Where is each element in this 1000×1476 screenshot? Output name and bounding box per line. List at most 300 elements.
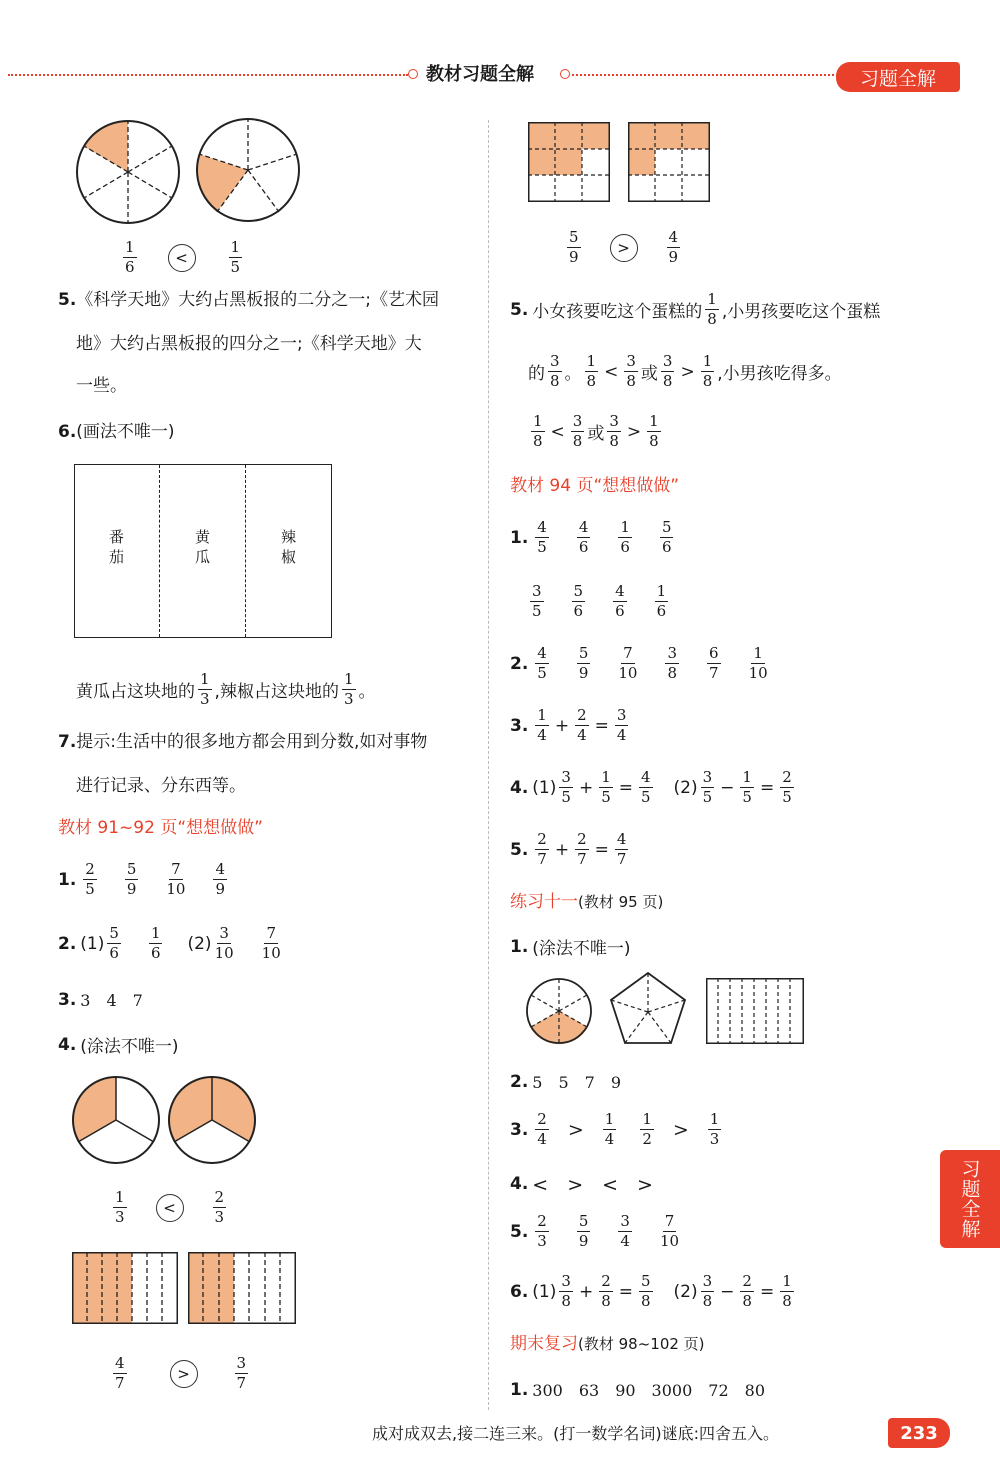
denominator: 5 [601,788,611,806]
t1-num: 1. [510,527,529,548]
denominator: 8 [667,664,678,682]
numerator: 1 [200,670,210,688]
denominator: 5 [85,880,95,898]
numerator: 3 [572,412,583,430]
numerator: 2 [601,1272,611,1290]
numerator: 1 [709,1110,720,1128]
fraction [530,584,544,619]
numerator: 1 [620,518,630,536]
t3-row: 3. $\frac{1}{4}$ + $\frac{2}{4}$ = $\frac{3}{4}$ [510,706,627,744]
fraction [531,414,545,449]
fraction [740,770,754,805]
fraction [661,354,675,389]
column-divider [488,120,489,1410]
field-label-cucumber: 黄瓜 [195,528,211,566]
fraction [575,708,589,743]
footer-riddle: 成对成双去,接二连三来。(打一数学名词)谜底:四舍五入。 [372,1424,779,1443]
denominator: 7 [616,850,627,868]
s2-p2: (2) [187,933,212,954]
denominator: 2 [642,1130,652,1148]
fraction [577,520,591,555]
section-94-heading: 教材 94 页“想想做做” [510,476,680,496]
u4-row [510,1170,653,1197]
s2-num: 2. [58,933,77,954]
denominator: 4 [616,726,627,744]
header-tab-label: 习题全解 [859,67,936,90]
r-q5-a: 小女孩要吃这个蛋糕的 [532,302,703,322]
circle-thirds-2 [168,1076,256,1164]
numerator: 5 [578,1212,589,1230]
fraction [559,770,573,805]
compare-sevenths [110,1356,251,1391]
denominator: 8 [550,372,560,390]
denominator: 7 [709,664,719,682]
denominator: 3 [214,1208,225,1226]
fraction [113,1356,127,1391]
numerator: 4 [640,768,651,786]
page-number: 233 [900,1422,938,1444]
denominator: 4 [620,1232,630,1250]
t4-p2: (2) [673,777,698,798]
denominator: 6 [150,944,161,962]
denominator: 10 [618,664,638,682]
compare-sixth-fifth [120,240,245,275]
grid-ninths-2 [628,122,710,202]
denominator: 5 [640,788,651,806]
numerator: 5 [573,582,584,600]
r-q5-c: 的 [528,364,545,384]
u1-num: 1. [510,936,529,957]
q5-line3: 一些。 [76,376,127,396]
side-tab-label: 习题全解 [958,1159,981,1239]
q5-line2: 地》大约占黑板报的四分之一;《科学天地》大 [76,334,422,354]
fraction [599,1274,613,1309]
u6-num: 6. [510,1281,529,1302]
r-q5-num: 5. [510,299,529,320]
fraction [613,584,627,619]
fraction [166,862,185,897]
numerator: 3 [702,768,713,786]
numerator: 5 [126,860,137,878]
fraction [575,832,589,867]
compare-ninths [564,230,683,265]
u6-p1: (1) [532,1281,557,1302]
q5-num: 5. [58,290,77,310]
fraction [660,520,674,555]
numerator: 3 [236,1354,247,1372]
header-dot-left [408,69,418,79]
numerator: 3 [626,352,636,370]
fraction [559,1274,573,1309]
r-q5-e: 或 [640,364,658,384]
u2-values: 5 5 7 9 [532,1073,622,1092]
numerator: 1 [753,644,763,662]
fraction [215,926,234,961]
numerator: 2 [85,860,95,878]
numerator: 3 [662,352,673,370]
fraction [708,1112,722,1147]
numerator: 2 [577,830,587,848]
u4-num: 4. [510,1173,529,1194]
numerator: 1 [656,582,667,600]
field-divider-1 [159,465,160,637]
s4-text: (涂法不唯一) [80,1037,179,1057]
numerator: 7 [266,924,276,942]
numerator: 5 [109,924,119,942]
numerator: 5 [661,518,672,536]
numerator: 2 [537,1212,547,1230]
denominator: 8 [702,372,713,390]
fraction [125,862,139,897]
t1-row2 [527,584,671,619]
denominator: 4 [537,1130,547,1148]
fraction [749,646,768,681]
denominator: 8 [742,1292,752,1310]
grid-ninths-1 [528,122,610,202]
pentagon-fifths [610,972,686,1044]
denominator: 5 [537,664,547,682]
fraction [213,1190,227,1225]
u6-p2: (2) [673,1281,698,1302]
r-q5-or: 或 [587,424,605,444]
numerator: 4 [616,830,627,848]
q6-answer-c: 。 [358,682,376,702]
compare-symbol: < [168,244,196,272]
denominator: 8 [649,432,659,450]
u3-row: 3. $\frac{2}{4}$ > $\frac{1}{4}$ $\frac{1}{2}$ > $\frac{1}{3}$ [510,1110,720,1148]
denominator: 10 [748,664,768,682]
section-91-92-heading: 教材 91~92 页“想想做做” [58,818,263,838]
bar-sevenths-1 [72,1252,178,1324]
numerator: 1 [601,768,611,786]
fraction [701,770,715,805]
numerator: 3 [620,1212,630,1230]
r-q5-f: ,小男孩吃得多。 [717,364,842,384]
t1-row1 [510,520,676,555]
t3-num: 3. [510,715,529,736]
denominator: 8 [601,1292,611,1310]
denominator: 9 [578,1232,589,1250]
fraction [665,646,679,681]
fraction [571,414,585,449]
s1-num: 1. [58,869,77,890]
u6-row: 6. (1) $\frac{3}{8}$ + $\frac{2}{8}$ = $\frac{5}{8}$ (2) $\frac{3}{8}$ − $\frac{2}{8}$ = $\frac{1}{8}$ [510,1272,792,1310]
numerator: 3 [561,1272,571,1290]
q5-text-1: 《科学天地》大约占黑板报的二分之一;《艺术园 [76,290,440,310]
fraction [585,354,599,389]
denominator: 3 [200,690,210,708]
denominator: 6 [661,538,672,556]
denominator: 8 [782,1292,792,1310]
numerator: 1 [707,290,717,308]
fraction [342,672,356,707]
q6-title [58,424,175,441]
numerator: 4 [578,518,589,536]
numerator: 1 [537,706,547,724]
fraction [83,862,97,897]
fraction [615,708,629,743]
u1-title [510,934,631,959]
denominator: 8 [561,1292,571,1310]
fraction [647,414,661,449]
numerator: 1 [742,768,752,786]
numerator: 3 [702,1272,713,1290]
r-q5-line1 [510,292,880,327]
fraction [603,1112,617,1147]
footer-page-badge [888,1418,950,1448]
bar-sevenths-2 [188,1252,296,1324]
header-title: 教材习题全解 [426,64,534,85]
fraction [123,240,137,275]
compare-symbol: > [170,1360,198,1388]
section-exercise-11-label: 练习十一 [510,892,578,912]
circle-fifths [196,118,300,222]
numerator: 1 [702,352,713,370]
fraction [567,230,581,265]
denominator: 7 [236,1374,247,1392]
u3-num: 3. [510,1119,529,1140]
q6-text: (画法不唯一) [76,422,175,442]
numerator: 2 [537,830,547,848]
fraction [198,672,212,707]
u1-text: (涂法不唯一) [532,939,631,959]
fraction [577,1214,591,1249]
fraction [639,1274,653,1309]
numerator: 4 [615,582,625,600]
denominator: 7 [577,850,587,868]
fraction [535,1112,549,1147]
denominator: 9 [569,248,579,266]
fraction [740,1274,754,1309]
numerator: 2 [742,1272,752,1290]
q6-answer-b: ,辣椒占这块地的 [214,682,339,702]
denominator: 8 [586,372,597,390]
t5-num: 5. [510,839,529,860]
numerator: 3 [532,582,542,600]
section-final-review-label: 期末复习 [510,1334,578,1354]
denominator: 8 [533,432,543,450]
r-q5-b: ,小男孩要吃这个蛋糕 [721,302,881,322]
bar-eighths [706,978,804,1044]
denominator: 10 [214,944,234,962]
fraction [213,862,227,897]
s3-row [58,988,143,1011]
numerator: 1 [586,352,597,370]
fraction [655,584,669,619]
header-line-right [572,74,834,76]
fraction [535,1214,549,1249]
v1-row [510,1378,765,1401]
r-q5-d: 。 [564,364,582,384]
denominator: 3 [537,1232,547,1250]
denominator: 6 [620,538,630,556]
fraction [624,354,638,389]
denominator: 7 [115,1374,125,1392]
numerator: 3 [667,644,678,662]
q7-line1 [58,734,427,751]
fraction [618,520,632,555]
numerator: 5 [640,1272,651,1290]
s4-title [58,1032,179,1057]
s3-num: 3. [58,989,77,1010]
u2-num: 2. [510,1071,529,1092]
denominator: 6 [656,602,667,620]
denominator: 4 [537,726,547,744]
fraction [780,770,794,805]
denominator: 5 [742,788,752,806]
denominator: 9 [578,664,589,682]
fraction [780,1274,794,1309]
fraction [615,832,629,867]
numerator: 1 [343,670,354,688]
numerator: 1 [150,924,161,942]
header-tab [836,62,960,92]
header-dot-right [560,69,570,79]
fraction [535,832,549,867]
t2-row [510,646,771,681]
denominator: 5 [702,788,713,806]
fraction [618,1214,632,1249]
field-rectangle [74,464,332,638]
q7-text-1: 提示:生活中的很多地方都会用到分数,如对事物 [76,732,428,752]
s2-row [58,926,284,961]
s2-p1: (1) [80,933,105,954]
fraction [640,1112,654,1147]
q6-answer-a: 黄瓜占这块地的 [76,682,195,702]
denominator: 6 [578,538,589,556]
numerator: 5 [578,644,589,662]
q7-num: 7. [58,732,77,752]
numerator: 2 [537,1110,547,1128]
t4-num: 4. [510,777,529,798]
denominator: 10 [659,1232,680,1250]
fraction [701,1274,715,1309]
r-q5-line3: $\frac{1}{8}$ < $\frac{3}{8}$ 或 $\frac{3}{8}$ > $\frac{1}{8}$ [533,412,659,450]
fraction [535,708,549,743]
t4-p1: (1) [532,777,557,798]
denominator: 7 [537,850,547,868]
denominator: 5 [230,258,241,276]
numerator: 6 [709,644,719,662]
fraction [660,1214,679,1249]
fraction [262,926,281,961]
denominator: 8 [640,1292,651,1310]
denominator: 5 [561,788,571,806]
numerator: 1 [533,412,543,430]
u5-num: 5. [510,1221,529,1242]
fraction [639,770,653,805]
numerator: 4 [115,1354,125,1372]
v1-values: 300 63 90 3000 72 80 [532,1381,765,1400]
denominator: 5 [537,538,547,556]
denominator: 8 [707,310,717,328]
u4-values: < > < > [532,1174,653,1196]
numerator: 1 [649,412,659,430]
denominator: 6 [573,602,584,620]
denominator: 10 [261,944,281,962]
denominator: 4 [604,1130,615,1148]
q6-num: 6. [58,422,77,442]
numerator: 3 [561,768,571,786]
field-label-tomato: 番茄 [109,528,125,566]
circle-sixths [76,120,180,224]
denominator: 5 [782,788,792,806]
fraction [618,646,637,681]
denominator: 6 [109,944,119,962]
fraction [599,770,613,805]
numerator: 4 [215,860,226,878]
numerator: 5 [569,228,579,246]
u2-row [510,1070,621,1093]
numerator: 1 [782,1272,792,1290]
section-exercise-11-heading [510,894,663,911]
fraction [572,584,586,619]
denominator: 9 [126,880,137,898]
t5-row: 5. $\frac{2}{7}$ + $\frac{2}{7}$ = $\frac{4}{7}$ [510,830,627,868]
numerator: 1 [230,238,241,256]
t4-row: 4. (1) $\frac{3}{5}$ + $\frac{1}{5}$ = $\frac{4}{5}$ (2) $\frac{3}{5}$ − $\frac{1}{5}$ = $\frac{2}{5}$ [510,768,792,806]
compare-thirds [110,1190,229,1225]
t2-num: 2. [510,653,529,674]
s1-row [58,862,230,897]
denominator: 8 [609,432,619,450]
q7-line2: 进行记录、分东西等。 [76,776,246,796]
s4-num: 4. [58,1034,77,1055]
denominator: 5 [532,602,542,620]
compare-symbol: > [610,234,638,262]
side-tab [940,1150,1000,1248]
denominator: 3 [115,1208,125,1226]
numerator: 7 [664,1212,675,1230]
q5-line1 [58,292,439,309]
fraction [548,354,562,389]
fraction [667,230,681,265]
s3-values: 3 4 7 [80,991,143,1010]
denominator: 8 [662,372,673,390]
numerator: 7 [623,644,633,662]
denominator: 4 [577,726,587,744]
numerator: 3 [609,412,619,430]
fraction [607,414,621,449]
numerator: 2 [214,1188,225,1206]
denominator: 6 [125,258,135,276]
numerator: 1 [125,238,135,256]
denominator: 10 [166,880,186,898]
numerator: 2 [782,768,792,786]
compare-symbol: < [156,1194,184,1222]
field-divider-2 [245,465,246,637]
denominator: 8 [572,432,583,450]
fraction [577,646,591,681]
numerator: 4 [668,228,679,246]
field-label-pepper: 辣椒 [281,528,297,566]
denominator: 9 [215,880,226,898]
numerator: 4 [537,518,547,536]
denominator: 9 [668,248,679,266]
fraction [149,926,163,961]
fraction [229,240,243,275]
numerator: 3 [550,352,560,370]
fraction [705,292,719,327]
fraction [535,520,549,555]
circle-thirds-1 [72,1076,160,1164]
u5-row [510,1214,682,1249]
denominator: 8 [626,372,636,390]
numerator: 3 [219,924,229,942]
numerator: 2 [577,706,587,724]
fraction [113,1190,127,1225]
v1-num: 1. [510,1379,529,1400]
